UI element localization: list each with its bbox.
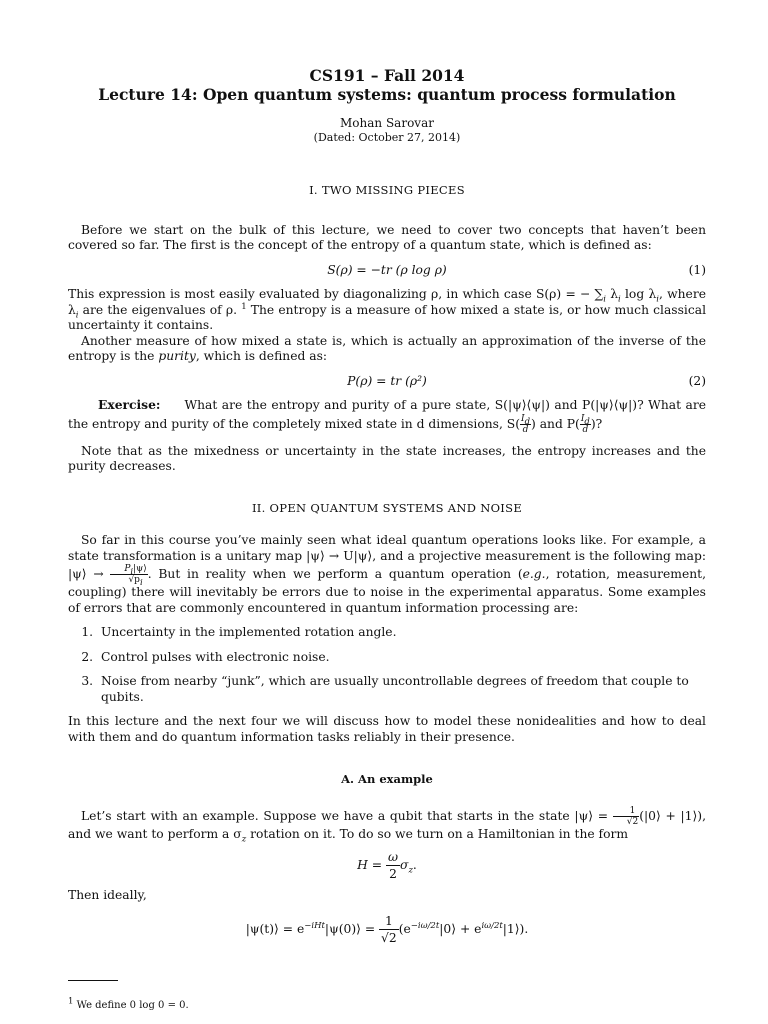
text-run: . But in reality when we perform a quantum operation (	[147, 567, 523, 581]
subscript-i: i	[618, 294, 621, 305]
lecture-title: Lecture 14: Open quantum systems: quantum process formulation	[98, 85, 676, 104]
page	[68, 60, 706, 1012]
error-list	[68, 625, 706, 705]
text-run: )?	[590, 416, 603, 431]
equation-1	[68, 263, 706, 279]
equation-1-body: S(ρ) = −tr (ρ log ρ)	[327, 262, 447, 277]
text-run: −iHt	[304, 920, 325, 931]
text-run: ω/2	[484, 920, 500, 931]
equation-1-number: (1)	[688, 262, 706, 277]
text-run: What are the entropy and purity of a pure state, S(|ψ⟩⟨ψ|) and P(|ψ⟩⟨ψ|)? What are the entropy and purity of the completely mixed state in d dimensions, S(	[68, 398, 706, 431]
text-run: (|0⟩ + |1⟩), and we want to perform a σ	[68, 808, 706, 841]
list-item: 1. Uncertainty in the implemented rotation angle.	[97, 625, 706, 641]
text-run: H =	[357, 858, 386, 872]
section1-paragraph-3	[68, 334, 706, 365]
text-run: The entropy is a measure of how mixed a state is, or how much classical uncertainty it contains.	[68, 302, 706, 332]
list-item: 3. Noise from nearby “junk”, which are usually uncontrollable degrees of freedom that couple to qubits.	[97, 674, 706, 705]
equation-2	[68, 374, 706, 390]
text-run: d	[524, 416, 531, 427]
text-run: e.g.	[522, 567, 546, 581]
text-run: |ψ⟩	[133, 564, 147, 574]
footnote-mark[interactable]: 1	[241, 301, 247, 312]
section2-paragraph-2: In this lecture and the next four we will discuss how to model these nonidealities and how to deal with them and do quantum information tasks reliably in their presence.	[68, 714, 706, 744]
text-run: √2	[381, 930, 397, 945]
text-run: i	[130, 566, 134, 577]
text-run: λ	[606, 287, 619, 301]
text-run: , rotation, measurement, coupling) there will inevitably be errors due to noise in the experimental apparatus. Some examples of errors that are commonly encountered in quantum information processing are:	[68, 567, 706, 615]
text-run: .	[412, 858, 417, 872]
subsection-a-paragraph-1	[68, 806, 706, 843]
text-run: |ψ(t)⟩ = e	[245, 921, 305, 936]
text-run: This expression is most easily evaluated by diagonalizing ρ, in which case S(ρ) = − ∑	[68, 287, 604, 301]
text-run: , which is defined as:	[195, 349, 328, 363]
equation-2-number: (2)	[688, 373, 706, 388]
text-run: ) and P(	[531, 416, 580, 431]
text-run: d	[582, 424, 589, 435]
then-ideally: Then ideally,	[68, 888, 147, 902]
fraction-projector	[110, 564, 147, 588]
text-run: −i	[410, 920, 421, 931]
subscript-i: i	[656, 294, 659, 305]
course-title: CS191 – Fall 2014	[309, 66, 465, 85]
purity-term: purity	[158, 349, 196, 363]
text-run: t	[499, 920, 503, 931]
fraction-id-over-d	[520, 414, 531, 435]
text-run: i	[481, 920, 485, 931]
footnote	[68, 996, 706, 1012]
date-line: (Dated: October 27, 2014)	[313, 131, 461, 144]
text-run: d	[522, 424, 529, 435]
footnote-number: 1	[68, 996, 74, 1007]
text-run: 2	[389, 867, 397, 881]
text-run: 1	[613, 806, 639, 817]
author: Mohan Sarovar	[340, 116, 434, 130]
exercise	[68, 397, 706, 435]
text-run: ω	[388, 850, 399, 864]
exercise-label: Exercise:	[98, 397, 161, 412]
text-run: 1	[379, 913, 399, 930]
subscript-i: i	[75, 309, 79, 320]
footnote-text: We define 0 log 0 = 0.	[73, 999, 189, 1011]
fraction-omega-over-two	[386, 849, 400, 882]
fraction-one-over-root-two	[613, 806, 639, 827]
section2-paragraph-1	[68, 533, 706, 616]
hamiltonian-equation	[68, 849, 706, 882]
text-run: |ψ(0)⟩ =	[324, 921, 380, 936]
text-run: z	[241, 833, 247, 844]
text-run: σ	[400, 858, 409, 872]
fraction-one-over-root-two	[379, 913, 399, 946]
section1-note: Note that as the mixedness or uncertainty in the state increases, the entropy increases and the purity decreases.	[68, 443, 706, 473]
text-run: rotation on it. To do so we turn on a Hamiltonian in the form	[246, 826, 629, 841]
section1-paragraph-1: Before we start on the bulk of this lecture, we need to cover two concepts that haven’t been covered so far. The first is the concept of the entropy of a quantum state, which is defined as:	[68, 222, 706, 252]
text-run: d	[584, 416, 590, 427]
section-heading-1: I. TWO MISSING PIECES	[309, 183, 465, 197]
text-run: log λ	[620, 287, 657, 301]
text-run: Let’s start with an example. Suppose we have a qubit that starts in the state |ψ⟩ =	[81, 808, 613, 823]
section-heading-2: II. OPEN QUANTUM SYSTEMS AND NOISE	[251, 500, 523, 515]
text-run: z	[408, 865, 413, 876]
text-run: |1⟩).	[502, 921, 529, 936]
footnote-rule	[68, 980, 118, 981]
subscript-i: i	[603, 294, 607, 305]
text-run: (e	[398, 921, 411, 936]
text-run: I	[521, 413, 525, 424]
fraction-id-over-d	[580, 414, 591, 435]
text-run: P	[124, 564, 131, 574]
text-run: √p	[128, 575, 140, 585]
text-run: I	[580, 413, 585, 424]
text-run: |0⟩ + e	[439, 921, 482, 936]
text-run: ω/2	[420, 920, 436, 931]
text-run: Another measure of how mixed a state is, which is actually an approximation of the inverse of the entropy is the	[68, 333, 706, 363]
equation-2-body: P(ρ) = tr (ρ²)	[347, 373, 427, 388]
section1-paragraph-2	[68, 287, 706, 334]
text-run: are the eigenvalues of ρ.	[78, 302, 242, 317]
exponent-1	[411, 920, 439, 930]
subsection-heading-a: A. An example	[341, 772, 433, 786]
text-run: , where λ	[68, 287, 706, 317]
text-run: So far in this course you’ve mainly seen what ideal quantum operations looks like. For example, a state transformation is a unitary map |ψ⟩ → U|ψ⟩, and a projective measurement is the following map: |ψ⟩ →	[68, 533, 706, 581]
text-run: t	[435, 920, 440, 931]
exponent-2	[481, 920, 502, 930]
text-run: i	[139, 577, 143, 588]
list-item: 2. Control pulses with electronic noise.	[97, 650, 706, 666]
text-run: √2	[626, 816, 639, 827]
state-evolution-equation	[68, 913, 706, 946]
